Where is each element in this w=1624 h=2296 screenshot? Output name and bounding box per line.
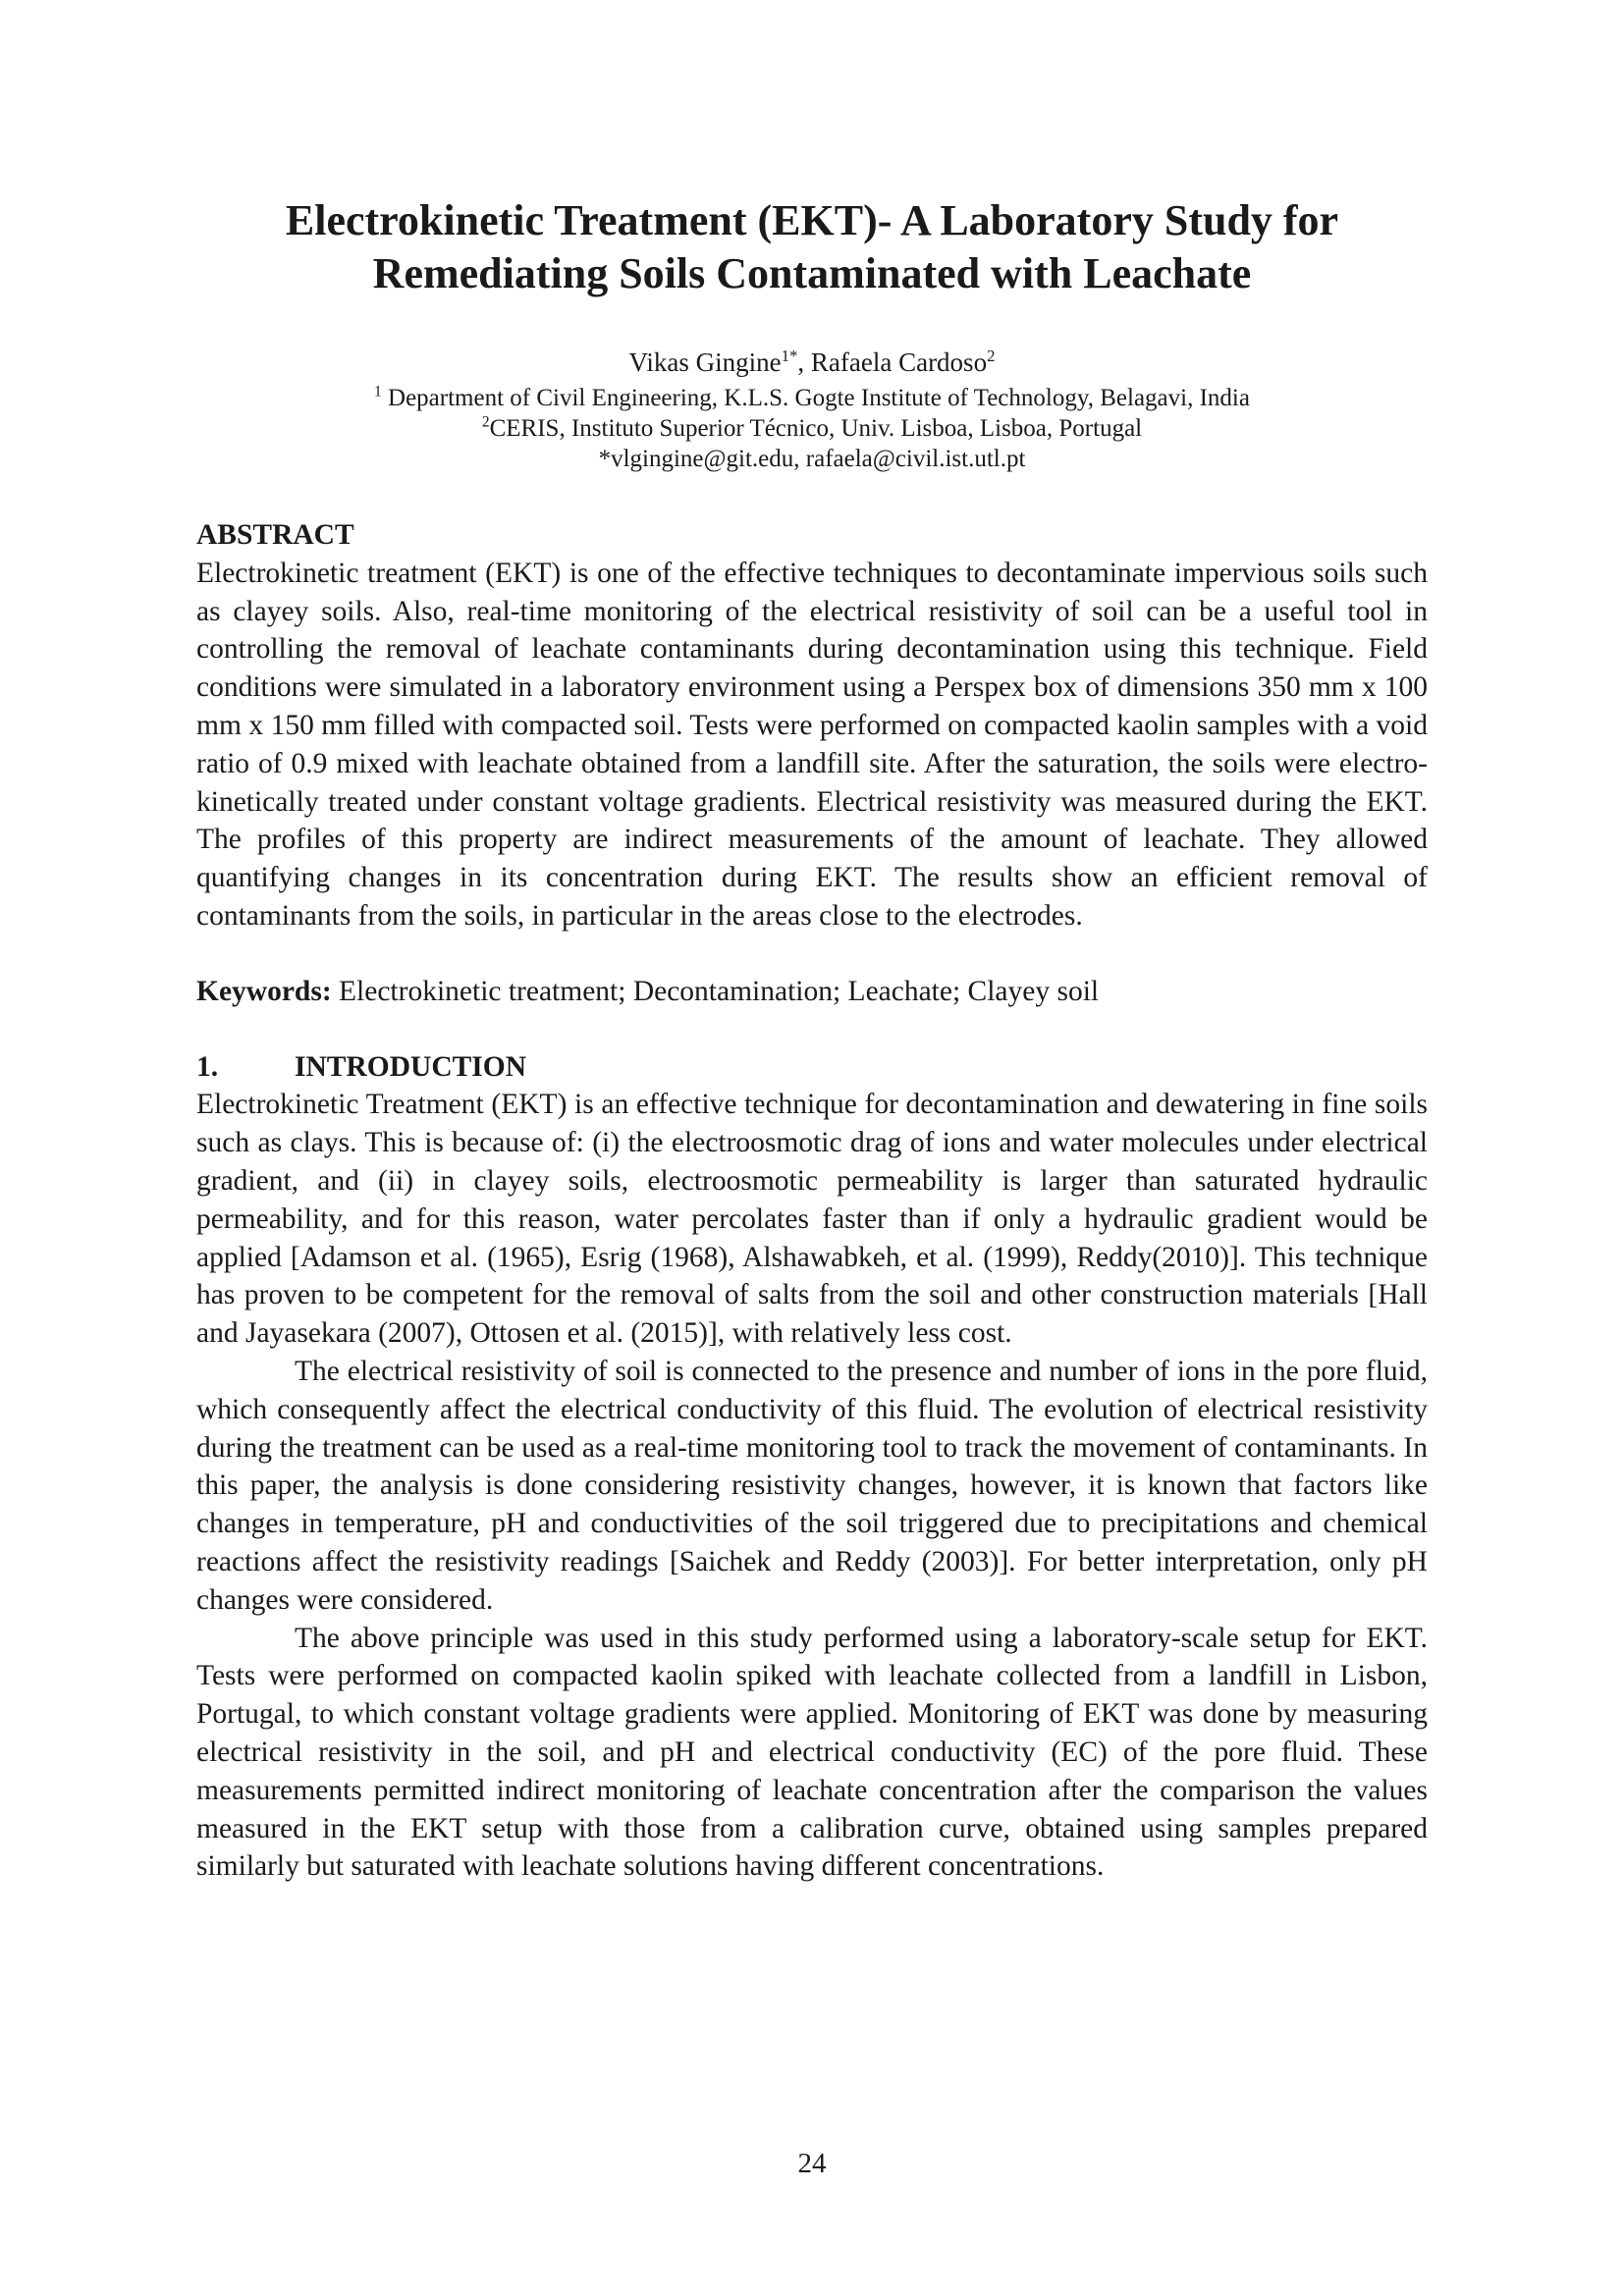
affiliation-1 [196, 383, 1428, 413]
author-name: Vikas Gingine [628, 347, 782, 377]
body-paragraph: The electrical resistivity of soil is connected to the presence and number of ions in the pore fluid, which consequently affect the electrical conductivity of this fluid. The evolution of electrical resistivity during the treatment can be used as a real-time monitoring tool to track the movement of contaminants. In this paper, the analysis is done considering resistivity changes, however, it is known that factors like changes in temperature, pH and conductivities of the soil triggered due to precipitations and chemical reactions affect the resistivity readings [Saichek and Reddy (2003)]. For better interpretation, only pH changes were considered. [196, 1355, 1428, 1616]
abstract-heading: ABSTRACT [196, 519, 354, 551]
author-list [196, 346, 1428, 379]
author-affiliation-mark: 2 [987, 347, 996, 365]
title-line-1: Electrokinetic Treatment (EKT)- A Laboratory Study for [285, 196, 1339, 244]
affiliation-text: CERIS, Instituto Superior Técnico, Univ. Lisboa, Lisboa, Portugal [489, 415, 1143, 442]
affiliation-mark: 1 [374, 383, 382, 400]
author-affiliation-mark: 1* [781, 347, 798, 365]
section-number: 1. [196, 1050, 219, 1083]
body-paragraph: Electrokinetic Treatment (EKT) is an effective technique for decontamination and dewatering in fine soils such as clays. This is because of: (i) the electroosmotic drag of ions and water molecules under electrical gradient, and (ii) in clayey soils, electroosmotic permeability is larger than saturated hydraulic permeability, and for this reason, water percolates faster than if only a hydraulic gradient would be applied [Adamson et al. (1965), Esrig (1968), Alshawabkeh, et al. (1999), Reddy(2010)]. This technique has proven to be competent for the removal of salts from the soil and other construction materials [Hall and Jayasekara (2007), Ottosen et al. (2015)], with relatively less cost. [196, 1089, 1428, 1350]
paper-body [196, 516, 1428, 1886]
keywords-label: Keywords: [196, 975, 332, 1007]
paper-title [196, 194, 1428, 300]
section-heading-introduction [196, 1048, 1428, 1087]
page-number: 24 [797, 2148, 827, 2179]
affiliations [196, 383, 1428, 474]
keywords-text: Electrokinetic treatment; Decontamination; Leachate; Clayey soil [331, 975, 1100, 1007]
author-separator: , [797, 347, 811, 377]
abstract-text: Electrokinetic treatment (EKT) is one of the effective techniques to decontaminate impervious soils such as clayey soils. Also, real-time monitoring of the electrical resistivity of soil can be a useful tool in controlling the removal of leachate contaminants during decontamination using this technique. Field conditions were simulated in a laboratory environment using a Perspex box of dimensions 350 mm x 100 mm x 150 mm filled with compacted soil. Tests were performed on compacted kaolin samples with a void ratio of 0.9 mixed with leachate obtained from a landfill site. After the saturation, the soils were electro-kinetically treated under constant voltage gradients. Electrical resistivity was measured during the EKT. The profiles of this property are indirect measurements of the amount of leachate. They allowed quantifying changes in its concentration during EKT. The results show an efficient removal of contaminants from the soils, in particular in the areas close to the electrodes. [196, 557, 1428, 932]
keywords [196, 973, 1428, 1011]
title-line-2: Remediating Soils Contaminated with Leachate [372, 249, 1252, 297]
body-paragraph: The above principle was used in this study performed using a laboratory-scale setup for EKT. Tests were performed on compacted kaolin spiked with leachate collected from a landfill in Lisbon, Portugal, to which constant voltage gradients were applied. Monitoring of EKT was done by measuring electrical resistivity in the soil, and pH and electrical conductivity (EC) of the pore fluid. These measurements permitted indirect monitoring of leachate concentration after the comparison the values measured in the EKT setup with those from a calibration curve, obtained using samples prepared similarly but saturated with leachate solutions having different concentrations. [196, 1622, 1428, 1883]
section-title: INTRODUCTION [295, 1050, 527, 1083]
contact-emails: *vlgingine@git.edu, rafaela@civil.ist.utl.pt [598, 446, 1026, 472]
author-name: Rafaela Cardoso [810, 347, 988, 377]
affiliation-mark: 2 [481, 413, 490, 431]
affiliation-2 [196, 413, 1428, 444]
affiliation-text: Department of Civil Engineering, K.L.S. Gogte Institute of Technology, Belagavi, India [381, 385, 1250, 411]
